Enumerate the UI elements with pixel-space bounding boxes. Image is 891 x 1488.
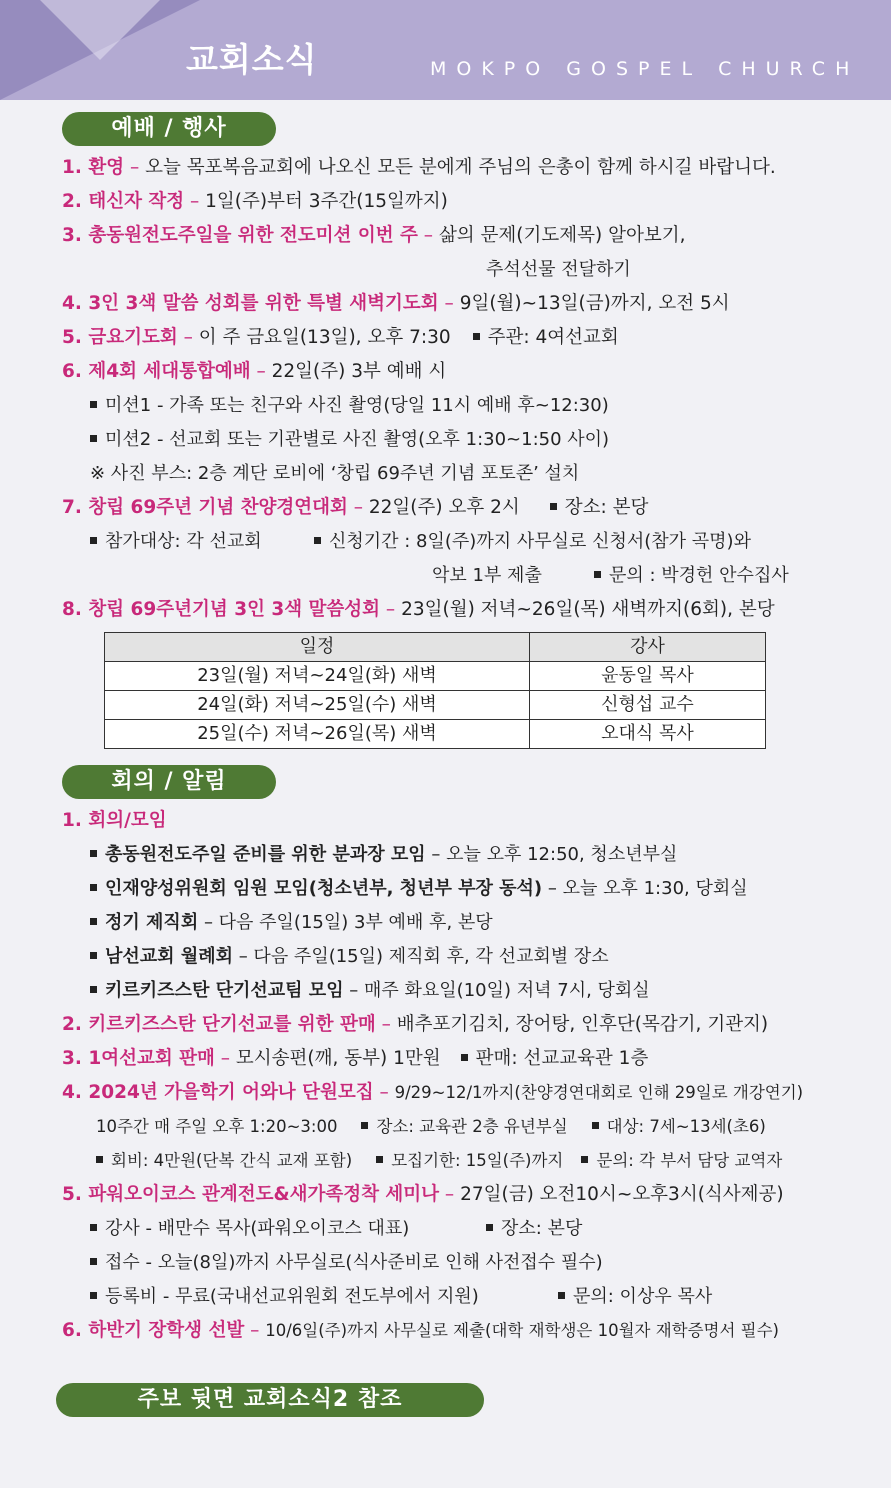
bullet-icon — [90, 986, 97, 993]
sub-item: 강사 - 배만수 목사(파워오이코스 대표) — [90, 1213, 409, 1245]
page-title: 교회소식 — [186, 40, 318, 79]
schedule-table — [104, 632, 766, 749]
sub-item: 미션1 - 가족 또는 친구와 사진 촬영(당일 11시 예배 후~12:30) — [90, 390, 609, 422]
list-item: 2. 키르키즈스탄 단기선교를 위한 판매 – 배추포기김치, 장어탕, 인후단(목감기, 기관지) — [62, 1014, 769, 1035]
sub-item: 장소: 본당 — [486, 1213, 582, 1245]
sub-item: 등록비 - 무료(국내선교위원회 전도부에서 지원) — [90, 1281, 479, 1313]
bullet-icon — [376, 1156, 383, 1163]
table-cell: 오대식 목사 — [530, 720, 766, 749]
section-label-notices: 회의 / 알림 — [62, 765, 276, 799]
sub-item: 총동원전도주일 준비를 위한 분과장 모임 – 오늘 오후 12:50, 청소년부실 — [90, 839, 677, 871]
bullet-icon — [592, 1122, 599, 1129]
bullet-icon — [550, 503, 557, 510]
section-label-worship: 예배 / 행사 — [62, 112, 276, 146]
sub-item: 키르키즈스탄 단기선교팀 모임 – 매주 화요일(10일) 저녁 7시, 당회실 — [90, 975, 650, 1007]
list-item: 4. 2024년 가을학기 어와나 단원모집 – 9/29~12/1까지(찬양경연대회로 인해 29일로 개강연기) — [62, 1082, 804, 1103]
list-item: 5. 금요기도회 – 이 주 금요일(13일), 오후 7:30 주관: 4여선교회 — [62, 327, 619, 348]
list-item: 7. 창립 69주년 기념 찬양경연대회 – 22일(주) 오후 2시 장소: 본당 — [62, 497, 649, 518]
table-cell: 윤동일 목사 — [530, 662, 766, 691]
table-row — [105, 720, 766, 749]
list-item: 6. 하반기 장학생 선발 – 10/6일(주)까지 사무실로 제출(대학 재학생은 10월자 재학증명서 필수) — [62, 1320, 779, 1341]
bullet-icon — [96, 1156, 103, 1163]
bullet-icon — [473, 333, 480, 340]
table-cell: 25일(수) 저녁~26일(목) 새벽 — [105, 720, 530, 749]
bullet-icon — [90, 537, 97, 544]
bullet-icon — [361, 1122, 368, 1129]
note: ※ 사진 부스: 2층 계단 로비에 ‘창립 69주년 기념 포토존’ 설치 — [90, 463, 580, 484]
sub-item: 정기 제직회 – 다음 주일(15일) 3부 예배 후, 본당 — [90, 907, 493, 939]
church-name: MOKPO GOSPEL CHURCH — [430, 58, 860, 80]
bullet-icon — [314, 537, 321, 544]
table-cell: 24일(화) 저녁~25일(수) 새벽 — [105, 691, 530, 720]
list-item: 1. 회의/모임 — [62, 810, 167, 831]
list-item: 3. 1여선교회 판매 – 모시송편(깨, 동부) 1만원 판매: 선교교육관 1층 — [62, 1048, 649, 1069]
bullet-icon — [486, 1224, 493, 1231]
list-item: 2. 태신자 작정 – 1일(주)부터 3주간(15일까지) — [62, 191, 448, 212]
sub-item: 회비: 4만원(단복 간식 교재 포함) 모집기한: 15일(주)까지 문의: 각 부서 담당 교역자 — [96, 1145, 782, 1177]
list-item: 3. 총동원전도주일을 위한 전도미션 이번 주 – 삶의 문제(기도제목) 알아보기, — [62, 225, 686, 246]
table-row — [105, 691, 766, 720]
bullet-icon — [90, 401, 97, 408]
table-header: 강사 — [530, 633, 766, 662]
bullet-icon — [90, 884, 97, 891]
sub-item: 미션2 - 선교회 또는 기관별로 사진 촬영(오후 1:30~1:50 사이) — [90, 424, 609, 456]
table-header: 일정 — [105, 633, 530, 662]
bullet-icon — [90, 850, 97, 857]
list-item-continuation: 추석선물 전달하기 — [486, 259, 631, 280]
bullet-icon — [558, 1292, 565, 1299]
bullet-icon — [594, 571, 601, 578]
footer-note: 주보 뒷면 교회소식2 참조 — [56, 1383, 484, 1417]
bullet-icon — [90, 918, 97, 925]
sub-item: 접수 - 오늘(8일)까지 사무실로(식사준비로 인해 사전접수 필수) — [90, 1247, 603, 1279]
header-decoration-light — [40, 0, 160, 60]
sub-item: 신청기간 : 8일(주)까지 사무실로 신청서(참가 곡명)와 — [314, 526, 751, 558]
table-cell: 23일(월) 저녁~24일(화) 새벽 — [105, 662, 530, 691]
sub-item: 10주간 매 주일 오후 1:20~3:00 장소: 교육관 2층 유년부실 대상: 7세~13세(초6) — [96, 1117, 766, 1136]
sub-item: 문의 : 박경헌 안수집사 — [594, 560, 789, 592]
table-header-row — [105, 633, 766, 662]
list-item: 6. 제4회 세대통합예배 – 22일(주) 3부 예배 시 — [62, 361, 447, 382]
list-item: 1. 환영 – 오늘 목포복음교회에 나오신 모든 분에게 주님의 은총이 함께 하시길 바랍니다. — [62, 157, 776, 178]
sub-item-continuation: 악보 1부 제출 — [432, 565, 542, 586]
sub-item: 인재양성위원회 임원 모임(청소년부, 청년부 부장 동석) – 오늘 오후 1:30, 당회실 — [90, 873, 748, 905]
table-cell: 신형섭 교수 — [530, 691, 766, 720]
bullet-icon — [90, 1258, 97, 1265]
bullet-icon — [461, 1054, 468, 1061]
bullet-icon — [90, 952, 97, 959]
sub-item: 문의: 이상우 목사 — [558, 1281, 712, 1313]
bullet-icon — [90, 1224, 97, 1231]
bullet-icon — [581, 1156, 588, 1163]
sub-item: 남선교회 월례회 – 다음 주일(15일) 제직회 후, 각 선교회별 장소 — [90, 941, 609, 973]
table-row — [105, 662, 766, 691]
list-item: 4. 3인 3색 말씀 성회를 위한 특별 새벽기도회 – 9일(월)~13일(금)까지, 오전 5시 — [62, 293, 730, 314]
bullet-icon — [90, 435, 97, 442]
sub-item: 참가대상: 각 선교회 — [90, 526, 262, 558]
bullet-icon — [90, 1292, 97, 1299]
list-item: 8. 창립 69주년기념 3인 3색 말씀성회 – 23일(월) 저녁~26일(목) 새벽까지(6회), 본당 — [62, 599, 775, 620]
header-banner — [0, 0, 891, 100]
list-item: 5. 파워오이코스 관계전도&새가족정착 세미나 – 27일(금) 오전10시~오후3시(식사제공) — [62, 1184, 784, 1205]
